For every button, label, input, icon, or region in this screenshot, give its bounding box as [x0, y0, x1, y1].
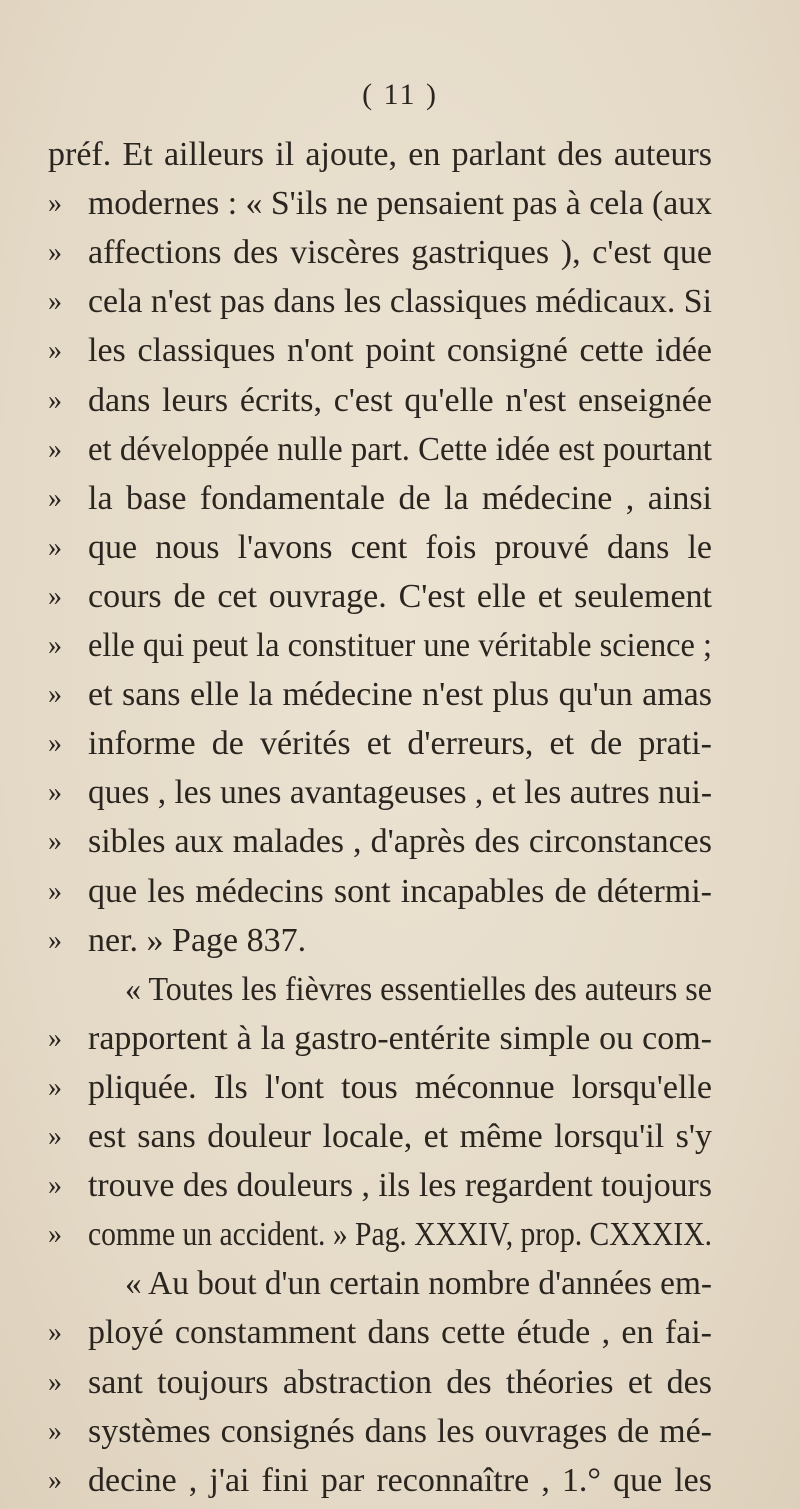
guillemet-marker: » [48, 875, 62, 907]
line-text: pliquée. Ils l'ont tous méconnue lorsqu'elle [88, 1068, 712, 1106]
guillemet-marker: » [48, 286, 62, 318]
line-text: decine , j'ai fini par reconnaître , 1.° que les [88, 1461, 712, 1499]
guillemet-marker: » [48, 1071, 62, 1103]
guillemet-marker: » [48, 924, 62, 956]
line-text: sibles aux malades , d'après des circonstances [88, 823, 712, 861]
guillemet-marker: » [48, 1121, 62, 1152]
text-line [0, 572, 800, 622]
line-text: affections des viscères gastriques ), c'est que [88, 234, 712, 272]
line-text: « Toutes les fièvres essentielles des auteurs se [125, 970, 712, 1008]
text-line [0, 1308, 800, 1358]
line-text: préf. Et ailleurs il ajoute, en parlant des auteurs [48, 136, 712, 173]
text-line [0, 326, 800, 376]
page-number: ( 11 ) [362, 78, 438, 111]
text-line [0, 376, 800, 426]
line-text: les classiques n'ont point consigné cette idée [88, 332, 712, 370]
guillemet-marker: » [48, 1366, 62, 1398]
text-line [0, 523, 800, 573]
guillemet-marker: » [48, 630, 62, 661]
text-line [0, 965, 800, 1015]
text-line [0, 670, 800, 720]
text-line [0, 277, 800, 327]
text-line [0, 1161, 800, 1211]
line-text: rapportent à la gastro-entérite simple ou com- [88, 1019, 712, 1057]
line-text: cela n'est pas dans les classiques médicaux. Si [88, 283, 712, 321]
line-text: informe de vérités et d'erreurs, et de prati- [88, 725, 712, 763]
line-text: que les médecins sont incapables de détermi- [88, 872, 712, 910]
text-line [0, 1063, 800, 1113]
guillemet-marker: » [48, 531, 62, 563]
guillemet-marker: » [48, 433, 62, 465]
guillemet-marker: » [48, 1464, 62, 1496]
text-line [0, 1112, 800, 1162]
text-line [0, 867, 800, 917]
text-line [0, 1014, 800, 1064]
text-line [0, 916, 800, 966]
line-text: cours de cet ouvrage. C'est elle et seulement [88, 577, 712, 615]
text-line [0, 179, 800, 229]
line-text: et développée nulle part. Cette idée est pourtant [88, 430, 712, 468]
guillemet-marker: » [48, 1219, 62, 1251]
line-text: et sans elle la médecine n'est plus qu'un amas [88, 676, 712, 714]
line-text: modernes : « S'ils ne pensaient pas à cela (aux [88, 185, 712, 223]
text-line [0, 1259, 800, 1309]
text-line [0, 1456, 800, 1506]
guillemet-marker: » [48, 237, 62, 269]
line-text: systèmes consignés dans les ouvrages de mé- [88, 1412, 712, 1450]
text-line [0, 768, 800, 818]
text-line [0, 228, 800, 278]
guillemet-marker: » [48, 728, 62, 760]
guillemet-marker: » [48, 1170, 62, 1202]
guillemet-marker: » [48, 482, 62, 514]
guillemet-marker: » [48, 777, 62, 809]
guillemet-marker: » [48, 1022, 62, 1054]
line-text: est sans douleur locale, et même lorsqu'il s'y [88, 1118, 712, 1155]
line-text: « Au bout d'un certain nombre d'années em- [125, 1265, 712, 1303]
text-line [0, 621, 800, 671]
line-text: ner. » Page 837. [88, 921, 307, 959]
text-line [0, 817, 800, 867]
guillemet-marker: » [48, 335, 62, 367]
guillemet-marker: » [48, 188, 62, 220]
line-text: ployé constamment dans cette étude , en fai- [88, 1314, 712, 1352]
guillemet-marker: » [48, 1415, 62, 1447]
guillemet-marker: » [48, 384, 62, 416]
text-line [0, 425, 800, 475]
text-line [0, 474, 800, 524]
line-text: elle qui peut la constituer une véritable science ; [88, 627, 712, 664]
text-line [0, 1210, 800, 1260]
line-text: comme un accident. » Pag. XXXIV, prop. CXXXIX. [88, 1216, 712, 1254]
guillemet-marker: » [48, 826, 62, 858]
line-text: la base fondamentale de la médecine , ainsi [88, 479, 712, 517]
line-text: que nous l'avons cent fois prouvé dans le [88, 528, 712, 566]
guillemet-marker: » [48, 580, 62, 612]
line-text: trouve des douleurs , ils les regardent toujours [88, 1167, 712, 1205]
text-line [0, 719, 800, 769]
guillemet-marker: » [48, 1317, 62, 1349]
line-text: sant toujours abstraction des théories et des [88, 1363, 712, 1401]
line-text: ques , les unes avantageuses , et les autres nui- [88, 774, 712, 812]
text-line [0, 130, 800, 180]
guillemet-marker: » [48, 679, 62, 711]
line-text: dans leurs écrits, c'est qu'elle n'est enseignée [88, 381, 712, 419]
text-line [0, 1358, 800, 1408]
text-line [0, 1407, 800, 1457]
